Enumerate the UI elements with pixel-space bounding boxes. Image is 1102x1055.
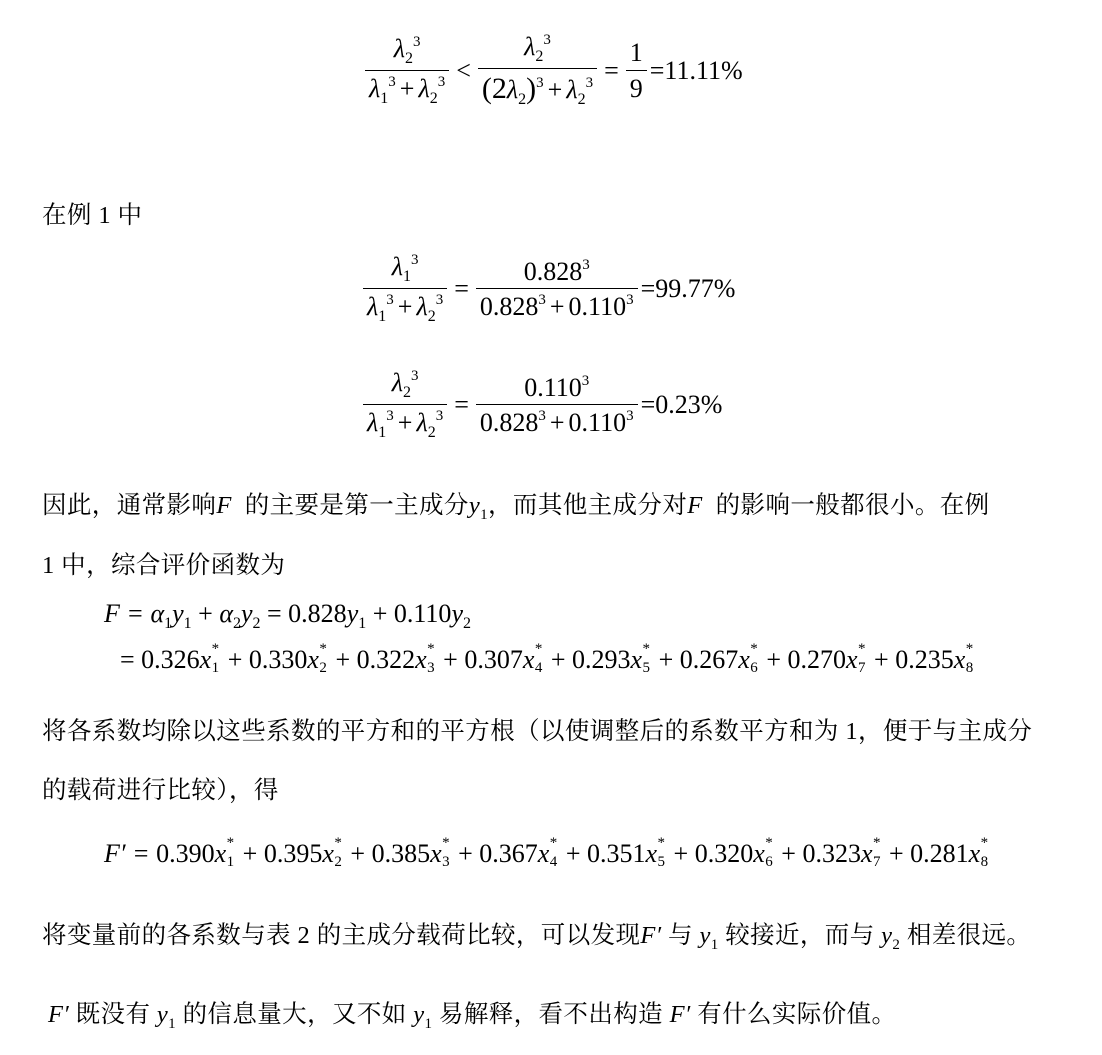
- equation-f-definition: $F = \alpha_1y_1 + \alpha_2y_2 = 0.828y_1 + 0.110y_2$: [104, 599, 471, 632]
- term-coefficient: 0.307: [464, 645, 523, 674]
- result-0-23-percent: =0.23%: [640, 390, 723, 420]
- term-coefficient: 0.385: [371, 839, 431, 868]
- term-variable: x * 2: [307, 641, 327, 676]
- term-operator: +: [221, 645, 249, 674]
- term-variable: x * 3: [430, 835, 450, 870]
- term-coefficient: 0.267: [679, 645, 739, 674]
- term-variable: x * 4: [522, 641, 543, 676]
- term-variable: x * 4: [537, 835, 558, 870]
- term-operator: +: [451, 839, 480, 868]
- text-paragraph-normalize-line2: 的载荷进行比较），得: [42, 777, 279, 804]
- term-variable: x * 3: [415, 641, 435, 676]
- term-coefficient: 0.235: [895, 645, 954, 674]
- text-paragraph-influence: 因此，通常影响F 的主要是第一主成分$y_1$，而其他主成分对F 的影响一般都很小。在例: [42, 492, 990, 523]
- term-operator: +: [436, 645, 465, 674]
- term-variable: x * 1: [199, 641, 220, 676]
- term-coefficient: 0.281: [910, 839, 969, 868]
- text-in-example-1: 在例 1 中: [42, 202, 143, 229]
- fraction-lambda2-numeric: $\frac{0.110^3}{0.828^3 + 0.110^3}$: [476, 373, 638, 439]
- term-variable: x * 6: [738, 641, 758, 676]
- term-coefficient: 0.330: [248, 645, 308, 674]
- term-operator: +: [328, 645, 357, 674]
- term-operator: +: [759, 645, 788, 674]
- term-operator: +: [867, 645, 896, 674]
- text-paragraph-normalize: 将各系数均除以这些系数的平方和的平方根（以使调整后的系数平方和为 1，便于与主成分: [42, 718, 1033, 745]
- term-operator: +: [774, 839, 803, 868]
- term-variable: x * 6: [753, 835, 773, 870]
- term-operator: +: [559, 839, 587, 868]
- term-coefficient: 0.322: [356, 645, 416, 674]
- result-99-77-percent: =99.77%: [640, 274, 736, 304]
- equation-f-prime: F′ = 0.390x * 1 + 0.395x * 2 + 0.385x * 3 + 0.367x * 4 + 0.351x * 5 + 0.320x * 6 + 0.323x * 7 + 0.281x * 8: [104, 839, 990, 869]
- result-11-11-percent: =11.11%: [649, 55, 743, 85]
- equation-lambda1-share: $\frac{\lambda_1^3}{\lambda_1^3 + \lambda_2^3}$ = $\frac{0.828^3}{0.828^3 + 0.110^3}$ =99.77%: [360, 252, 735, 327]
- text-paragraph-influence-line2: 1 中，综合评价函数为: [42, 552, 286, 579]
- term-variable: x * 7: [860, 835, 881, 870]
- term-operator: +: [343, 839, 372, 868]
- term-operator: +: [882, 839, 911, 868]
- term-variable: x * 5: [645, 835, 665, 870]
- term-variable: x * 8: [968, 835, 989, 870]
- equation-ratio-bound: $\frac{\lambda_2^3}{\lambda_1^3 + \lambda_2^3}$ < $\frac{\lambda_2^3}{(2\lambda_2)^3 + \lambda_2^3}$ = $\frac{1}{9}$ =11.11%: [362, 32, 743, 110]
- less-than-sign: <: [456, 55, 471, 85]
- term-variable: x * 1: [214, 835, 235, 870]
- term-variable: x * 2: [322, 835, 342, 870]
- term-coefficient: 0.326: [141, 645, 200, 674]
- equation-f-expanded: = 0.326x * 1 + 0.330x * 2 + 0.322x * 3 + 0.307x * 4 + 0.293x * 5 + 0.267x * 6 + 0.270x * 7 + 0.235x * 8: [120, 645, 975, 675]
- fraction-one-ninth: $\frac{1}{9}$: [626, 38, 647, 104]
- text-paragraph-compare: 将变量前的各系数与表 2 的主成分载荷比较，可以发现F′ 与 $y_1$ 较接近，而与 $y_2$ 相差很远。: [42, 922, 1032, 953]
- term-coefficient: 0.270: [787, 645, 846, 674]
- term-variable: x * 7: [845, 641, 866, 676]
- f-expanded-terms: [141, 641, 975, 676]
- fraction-upper-bound: $\frac{\lambda_2^3}{(2\lambda_2)^3 + \lambda_2^3}$: [478, 32, 597, 110]
- term-coefficient: 0.351: [587, 839, 646, 868]
- term-coefficient: 0.293: [572, 645, 631, 674]
- fraction-lambda1-numeric: $\frac{0.828^3}{0.828^3 + 0.110^3}$: [476, 257, 638, 323]
- term-coefficient: 0.367: [479, 839, 538, 868]
- term-variable: x * 8: [953, 641, 974, 676]
- term-operator: +: [544, 645, 573, 674]
- term-coefficient: 0.395: [263, 839, 323, 868]
- equation-lambda2-share: $\frac{\lambda_2^3}{\lambda_1^3 + \lambda_2^3}$ = $\frac{0.110^3}{0.828^3 + 0.110^3}$ =0.23%: [360, 368, 722, 443]
- f-prime-terms: [156, 835, 990, 870]
- term-operator: +: [667, 839, 695, 868]
- term-operator: +: [652, 645, 680, 674]
- text-paragraph-conclusion: F′ 既没有 $y_1$ 的信息量大，又不如 $y_1$ 易解释，看不出构造 F′ 有什么实际价值。: [48, 1001, 897, 1032]
- term-coefficient: 0.390: [156, 839, 215, 868]
- term-operator: +: [236, 839, 264, 868]
- fraction-lambda2-symbolic: $\frac{\lambda_2^3}{\lambda_1^3 + \lambda_2^3}$: [363, 368, 447, 443]
- fraction-lambda1-symbolic: $\frac{\lambda_1^3}{\lambda_1^3 + \lambda_2^3}$: [363, 252, 447, 327]
- term-coefficient: 0.320: [694, 839, 754, 868]
- fraction-lambda2-share: $\frac{\lambda_2^3}{\lambda_1^3 + \lambda_2^3}$: [365, 34, 449, 109]
- term-coefficient: 0.323: [802, 839, 861, 868]
- term-variable: x * 5: [630, 641, 651, 676]
